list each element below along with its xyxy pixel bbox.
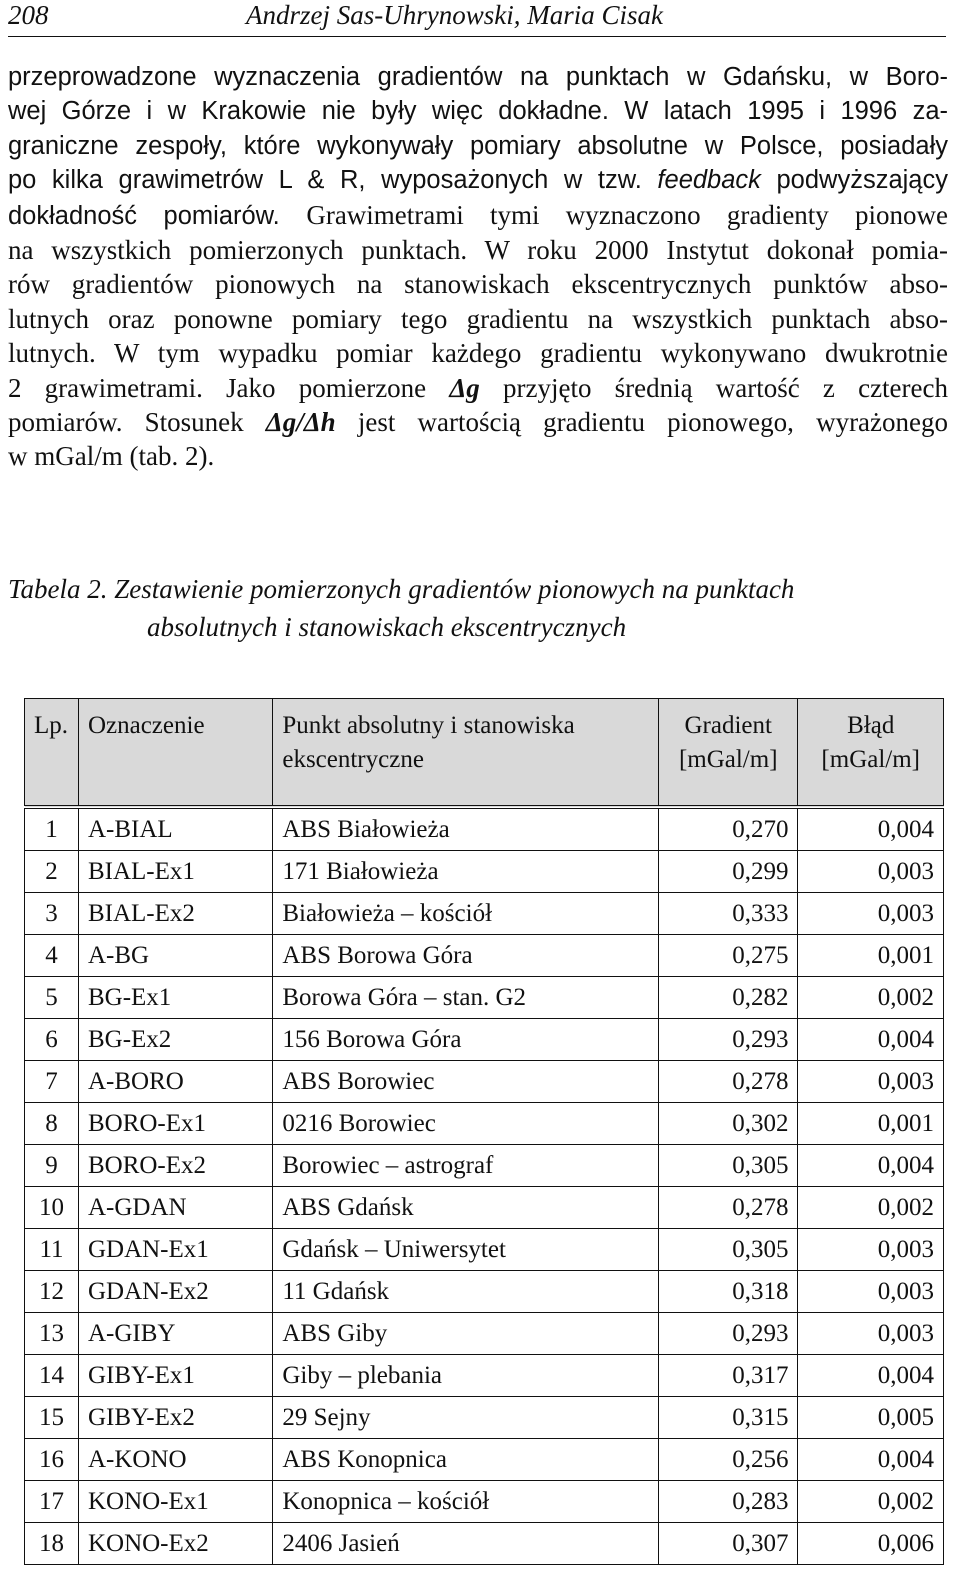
cell-blad: 0,005 (798, 1397, 944, 1439)
table-row (25, 1019, 944, 1061)
delta-ratio-symbol: Δg/Δh (265, 407, 336, 438)
table-row (25, 1061, 944, 1103)
gradient-table (24, 698, 944, 1565)
text-line: graniczne zespoły, które wykonywały pomiary absolutne w Polsce, posiadały (8, 131, 948, 160)
text-line (8, 198, 948, 233)
cell-oznaczenie: GIBY-Ex2 (78, 1397, 272, 1439)
cell-lp: 13 (25, 1313, 79, 1355)
text-line: lutnych. W tym wypadku pomiar każdego gradientu wykonywano dwukrotnie (8, 338, 948, 369)
cell-gradient: 0,256 (659, 1439, 798, 1481)
cell-gradient: 0,293 (659, 1019, 798, 1061)
cell-blad: 0,002 (798, 1481, 944, 1523)
cell-blad: 0,003 (798, 851, 944, 893)
header-blad: Błąd [mGal/m] (798, 699, 944, 808)
cell-lp: 18 (25, 1523, 79, 1565)
cell-gradient: 0,275 (659, 935, 798, 977)
cell-punkt: 11 Gdańsk (273, 1271, 659, 1313)
cell-punkt: Giby – plebania (273, 1355, 659, 1397)
text-segment: po kilka grawimetrów L & R, wyposażonych w tzw. (8, 166, 642, 195)
cell-punkt: 171 Białowieża (273, 851, 659, 893)
table-row (25, 1397, 944, 1439)
cell-lp: 11 (25, 1229, 79, 1271)
cell-oznaczenie: BG-Ex1 (78, 977, 272, 1019)
text-line (8, 405, 948, 439)
cell-lp: 10 (25, 1187, 79, 1229)
cell-punkt: 2406 Jasień (273, 1523, 659, 1565)
cell-oznaczenie: A-KONO (78, 1439, 272, 1481)
cell-gradient: 0,305 (659, 1145, 798, 1187)
text-line (8, 233, 948, 267)
cell-gradient: 0,278 (659, 1061, 798, 1103)
cell-punkt: 156 Borowa Góra (273, 1019, 659, 1061)
header-oznaczenie: Oznaczenie (78, 699, 272, 808)
cell-gradient: 0,270 (659, 807, 798, 851)
cell-punkt: ABS Borowiec (273, 1061, 659, 1103)
cell-gradient: 0,315 (659, 1397, 798, 1439)
cell-oznaczenie: KONO-Ex2 (78, 1523, 272, 1565)
cell-blad: 0,003 (798, 1271, 944, 1313)
cell-gradient: 0,293 (659, 1313, 798, 1355)
cell-gradient: 0,299 (659, 851, 798, 893)
cell-lp: 17 (25, 1481, 79, 1523)
text-line (8, 371, 948, 405)
table-header-row (25, 699, 944, 808)
cell-oznaczenie: BG-Ex2 (78, 1019, 272, 1061)
text-segment: przyjęto średnią wartość z czterech (502, 372, 948, 403)
cell-blad: 0,004 (798, 1355, 944, 1397)
cell-blad: 0,003 (798, 1313, 944, 1355)
text-line: w mGal/m (tab. 2). (8, 441, 215, 472)
cell-gradient: 0,318 (659, 1271, 798, 1313)
cell-punkt: ABS Białowieża (273, 807, 659, 851)
cell-punkt: 29 Sejny (273, 1397, 659, 1439)
text-segment: W roku 2000 Instytut dokonał pomia- (484, 235, 948, 266)
table-row (25, 1103, 944, 1145)
table-row (25, 1229, 944, 1271)
text-segment: podwyższający (776, 166, 948, 195)
cell-blad: 0,001 (798, 1103, 944, 1145)
cell-gradient: 0,278 (659, 1187, 798, 1229)
table-body (25, 807, 944, 1565)
cell-punkt: Konopnica – kościół (273, 1481, 659, 1523)
text-segment: 2 grawimetrami. Jako pomierzone (8, 372, 427, 403)
cell-lp: 5 (25, 977, 79, 1019)
cell-gradient: 0,305 (659, 1229, 798, 1271)
cell-oznaczenie: A-GIBY (78, 1313, 272, 1355)
running-head (8, 0, 946, 37)
table-row (25, 1145, 944, 1187)
cell-oznaczenie: BORO-Ex2 (78, 1145, 272, 1187)
cell-punkt: ABS Konopnica (273, 1439, 659, 1481)
cell-gradient: 0,302 (659, 1103, 798, 1145)
cell-oznaczenie: A-BORO (78, 1061, 272, 1103)
cell-lp: 12 (25, 1271, 79, 1313)
cell-punkt: 0216 Borowiec (273, 1103, 659, 1145)
caption-line: absolutnych i stanowiskach ekscentrycznych (147, 612, 627, 642)
cell-oznaczenie: GDAN-Ex2 (78, 1271, 272, 1313)
table-row (25, 851, 944, 893)
table-row (25, 1271, 944, 1313)
cell-blad: 0,003 (798, 893, 944, 935)
text-line (8, 163, 948, 197)
running-head-authors: Andrzej Sas-Uhrynowski, Maria Cisak (246, 0, 663, 30)
cell-lp: 15 (25, 1397, 79, 1439)
cell-punkt: ABS Borowa Góra (273, 935, 659, 977)
cell-blad: 0,004 (798, 1439, 944, 1481)
header-punkt: Punkt absolutny i stanowiska ekscentryczne (273, 699, 659, 808)
cell-lp: 14 (25, 1355, 79, 1397)
cell-oznaczenie: BIAL-Ex2 (78, 893, 272, 935)
cell-oznaczenie: GIBY-Ex1 (78, 1355, 272, 1397)
cell-blad: 0,002 (798, 977, 944, 1019)
cell-punkt: Gdańsk – Uniwersytet (273, 1229, 659, 1271)
text-segment: jest wartością gradientu pionowego, wyrażonego (357, 407, 949, 438)
table-row (25, 1439, 944, 1481)
table-row (25, 1523, 944, 1565)
italic-term: feedback (657, 166, 761, 195)
cell-lp: 16 (25, 1439, 79, 1481)
table-row (25, 807, 944, 851)
cell-oznaczenie: A-BIAL (78, 807, 272, 851)
cell-lp: 6 (25, 1019, 79, 1061)
table-caption (8, 570, 948, 646)
cell-gradient: 0,333 (659, 893, 798, 935)
cell-oznaczenie: BIAL-Ex1 (78, 851, 272, 893)
table-row (25, 935, 944, 977)
cell-oznaczenie: A-BG (78, 935, 272, 977)
cell-oznaczenie: GDAN-Ex1 (78, 1229, 272, 1271)
cell-oznaczenie: A-GDAN (78, 1187, 272, 1229)
text-segment: na wszystkich pomierzonych punktach. (8, 235, 468, 266)
page-number: 208 (8, 0, 49, 30)
table-row (25, 893, 944, 935)
cell-punkt: ABS Gdańsk (273, 1187, 659, 1229)
cell-blad: 0,001 (798, 935, 944, 977)
cell-blad: 0,004 (798, 1019, 944, 1061)
cell-blad: 0,003 (798, 1061, 944, 1103)
table-row (25, 1481, 944, 1523)
cell-punkt: ABS Giby (273, 1313, 659, 1355)
caption-line: Tabela 2. Zestawienie pomierzonych gradientów pionowych na punktach (8, 574, 795, 604)
cell-lp: 4 (25, 935, 79, 977)
cell-gradient: 0,282 (659, 977, 798, 1019)
cell-gradient: 0,307 (659, 1523, 798, 1565)
table-row (25, 1187, 944, 1229)
cell-lp: 2 (25, 851, 79, 893)
header-lp: Lp. (25, 699, 79, 808)
cell-oznaczenie: KONO-Ex1 (78, 1481, 272, 1523)
cell-blad: 0,003 (798, 1229, 944, 1271)
text-line: rów gradientów pionowych na stanowiskach ekscentrycznych punktów abso- (8, 269, 948, 300)
cell-lp: 8 (25, 1103, 79, 1145)
header-gradient: Gradient [mGal/m] (659, 699, 798, 808)
cell-blad: 0,004 (798, 807, 944, 851)
text-line: lutnych oraz ponowne pomiary tego gradientu na wszystkich punktach abso- (8, 303, 948, 334)
text-segment: pomiarów. Stosunek (8, 407, 244, 438)
cell-lp: 9 (25, 1145, 79, 1187)
cell-blad: 0,006 (798, 1523, 944, 1565)
delta-g-symbol: Δg (449, 372, 480, 403)
cell-oznaczenie: BORO-Ex1 (78, 1103, 272, 1145)
text-segment: Grawimetrami tymi wyznaczono gradienty pionowe (306, 199, 948, 230)
body-paragraph (8, 60, 948, 474)
table-row (25, 1355, 944, 1397)
cell-punkt: Białowieża – kościół (273, 893, 659, 935)
cell-blad: 0,002 (798, 1187, 944, 1229)
cell-gradient: 0,283 (659, 1481, 798, 1523)
cell-blad: 0,004 (798, 1145, 944, 1187)
text-line: przeprowadzone wyznaczenia gradientów na punktach w Gdańsku, w Boro- (8, 63, 948, 91)
cell-lp: 7 (25, 1061, 79, 1103)
cell-lp: 3 (25, 893, 79, 935)
table-row (25, 977, 944, 1019)
cell-gradient: 0,317 (659, 1355, 798, 1397)
cell-punkt: Borowa Góra – stan. G2 (273, 977, 659, 1019)
text-line: wej Górze i w Krakowie nie były więc dokładne. W latach 1995 i 1996 za- (8, 97, 948, 126)
text-segment: dokładność pomiarów. (8, 201, 280, 230)
cell-punkt: Borowiec – astrograf (273, 1145, 659, 1187)
table-row (25, 1313, 944, 1355)
cell-lp: 1 (25, 807, 79, 851)
